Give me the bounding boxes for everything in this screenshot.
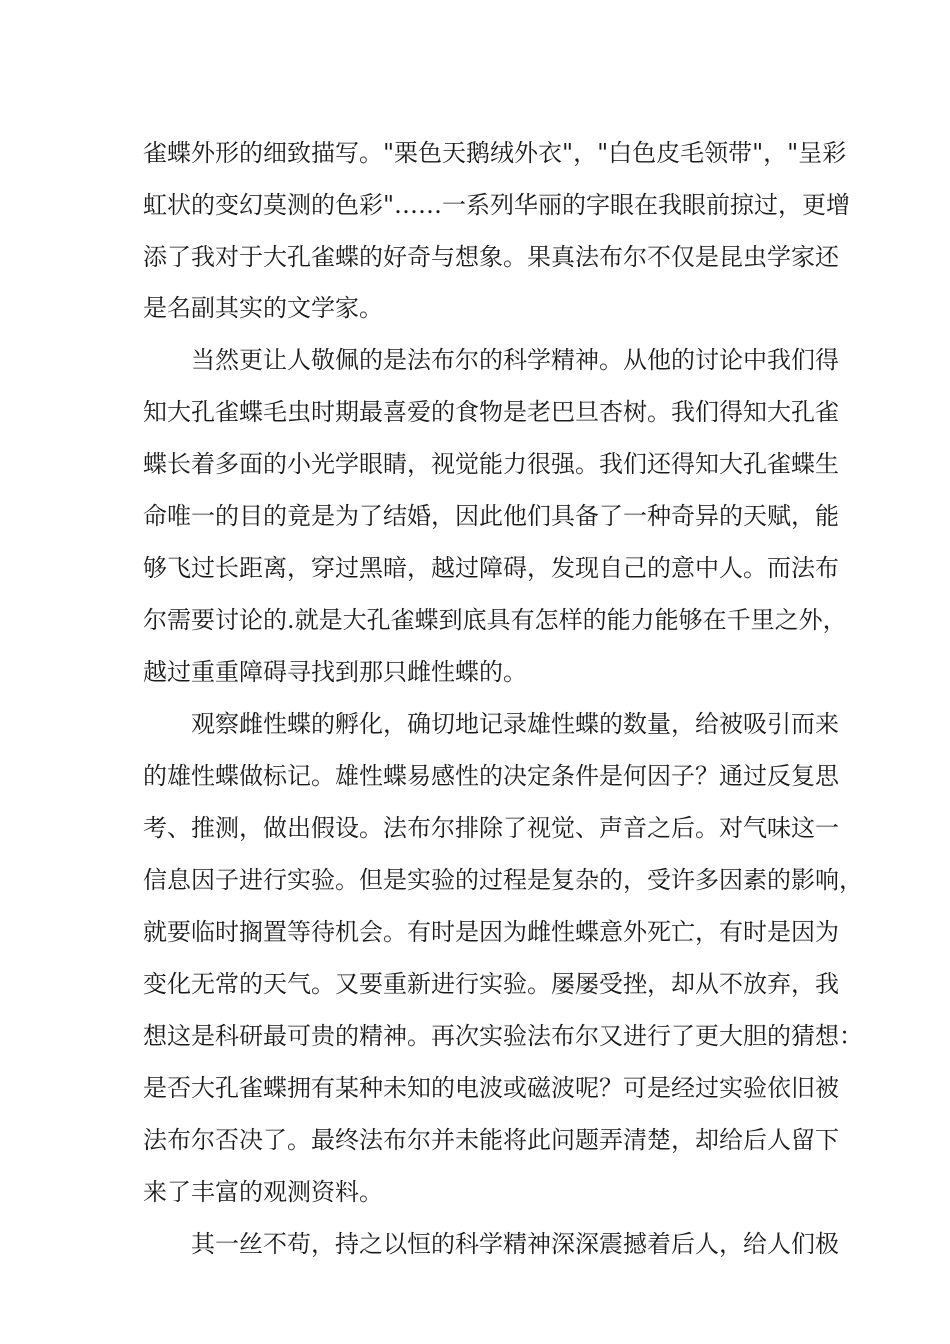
text-line: 尔需要讨论的.就是大孔雀蝶到底具有怎样的能力能够在千里之外，: [143, 606, 847, 634]
text-line: 的雄性蝶做标记。雄性蝶易感性的决定条件是何因子？通过反复思: [143, 762, 839, 790]
text-line: 来了丰富的观测资料。: [143, 1178, 383, 1206]
text-line: 想这是科研最可贵的精神。再次实验法布尔又进行了更大胆的猜想：: [143, 1022, 863, 1050]
text-line: 命唯一的目的竟是为了结婚，因此他们具备了一种奇异的天赋，能: [143, 502, 839, 530]
text-line: 信息因子进行实验。但是实验的过程是复杂的，受许多因素的影响，: [143, 866, 863, 894]
text-line: 就要临时搁置等待机会。有时是因为雌性蝶意外死亡，有时是因为: [143, 918, 839, 946]
text-line: 越过重重障碍寻找到那只雌性蝶的。: [143, 658, 527, 686]
text-line: 变化无常的天气。又要重新进行实验。屡屡受挫，却从不放弃，我: [143, 970, 839, 998]
text-line: 知大孔雀蝶毛虫时期最喜爱的食物是老巴旦杏树。我们得知大孔雀: [143, 398, 839, 426]
text-line: 考、推测，做出假设。法布尔排除了视觉、声音之后。对气味这一: [143, 814, 839, 842]
text-line: 是否大孔雀蝶拥有某种未知的电波或磁波呢？可是经过实验依旧被: [143, 1074, 839, 1102]
text-line: 当然更让人敬佩的是法布尔的科学精神。从他的讨论中我们得: [191, 346, 839, 374]
text-line: 虹状的变幻莫测的色彩"……一系列华丽的字眼在我眼前掠过，更增: [143, 191, 851, 219]
text-line: 雀蝶外形的细致描写。"栗色天鹅绒外衣"，"白色皮毛领带"，"呈彩: [143, 139, 847, 167]
text-line: 添了我对于大孔雀蝶的好奇与想象。果真法布尔不仅是昆虫学家还: [143, 243, 839, 271]
text-line: 够飞过长距离，穿过黑暗，越过障碍，发现自己的意中人。而法布: [143, 554, 839, 582]
text-line: 法布尔否决了。最终法布尔并未能将此问题弄清楚，却给后人留下: [143, 1126, 839, 1154]
text-line: 是名副其实的文学家。: [143, 294, 383, 322]
text-line: 其一丝不苟，持之以恒的科学精神深深震撼着后人，给人们极: [191, 1230, 839, 1258]
text-line: 观察雌性蝶的孵化，确切地记录雄性蝶的数量，给被吸引而来: [191, 710, 839, 738]
text-line: 蝶长着多面的小光学眼睛，视觉能力很强。我们还得知大孔雀蝶生: [143, 450, 839, 478]
